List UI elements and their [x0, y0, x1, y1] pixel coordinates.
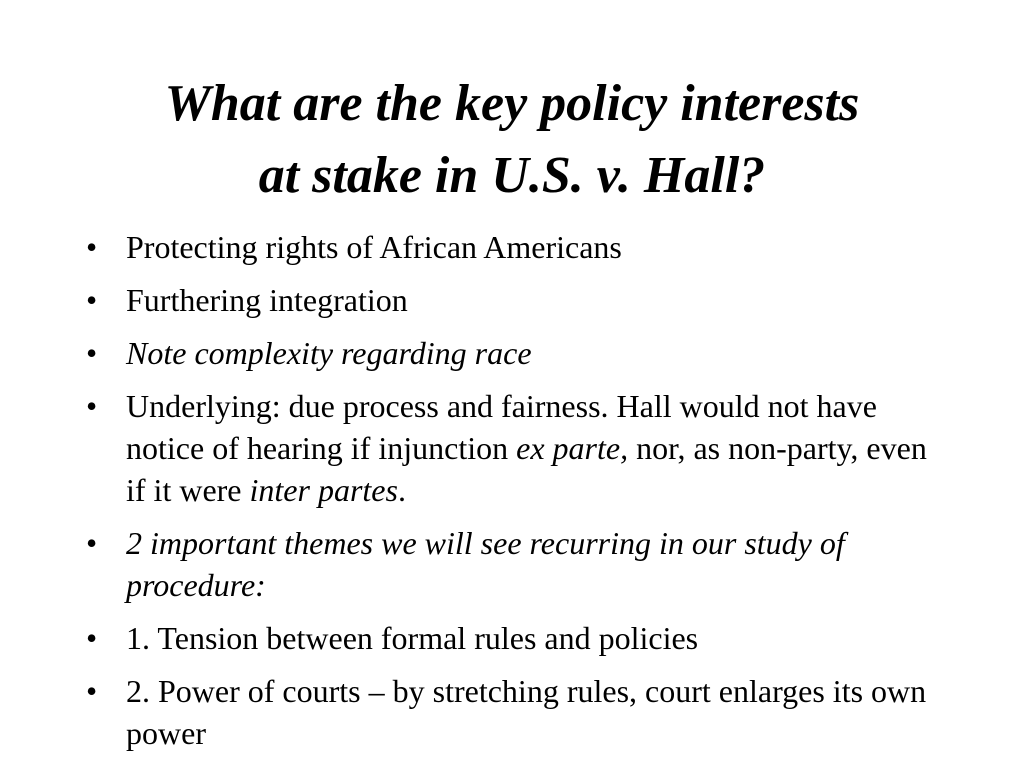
bullet-marker: • [86, 229, 98, 265]
bullet-text: 2 important themes we will see recurring in our study of procedure: [126, 525, 845, 603]
bullet-marker: • [86, 335, 98, 371]
bullet-text-part: Underlying: due process and fairness. Hall would not have notice of hearing if injunction [126, 388, 877, 466]
bullet-marker: • [86, 673, 98, 709]
bullet-marker: • [86, 620, 98, 656]
bullet-text: 2. Power of courts – by stretching rules, court enlarges its own power [126, 673, 927, 751]
bullet-marker: • [86, 388, 98, 424]
bullet-item [84, 332, 944, 374]
title-line-2: at stake in U.S. v. Hall? [258, 147, 766, 204]
title-line-1: What are the key policy interests [164, 75, 860, 132]
bullet-marker: • [86, 282, 98, 318]
bullet-marker: • [86, 525, 98, 561]
slide-title [60, 68, 964, 212]
bullet-text-italic: ex parte, [516, 430, 629, 466]
bullet-text: 1. Tension between formal rules and policies [126, 620, 699, 656]
bullet-text: Furthering integration [126, 282, 408, 318]
bullet-text: Protecting rights of African Americans [126, 229, 622, 265]
bullet-text-italic: inter partes [249, 472, 398, 508]
bullet-text: Note complexity regarding race [126, 335, 532, 371]
bullet-item [84, 522, 944, 606]
bullet-text-part: nor, as non-party, even if it were [126, 430, 927, 508]
bullet-item [84, 226, 944, 268]
bullet-item [84, 617, 944, 659]
bullet-list [84, 226, 944, 765]
bullet-item [84, 385, 944, 511]
bullet-text-part: . [397, 472, 406, 508]
bullet-item [84, 279, 944, 321]
bullet-item [84, 670, 944, 754]
